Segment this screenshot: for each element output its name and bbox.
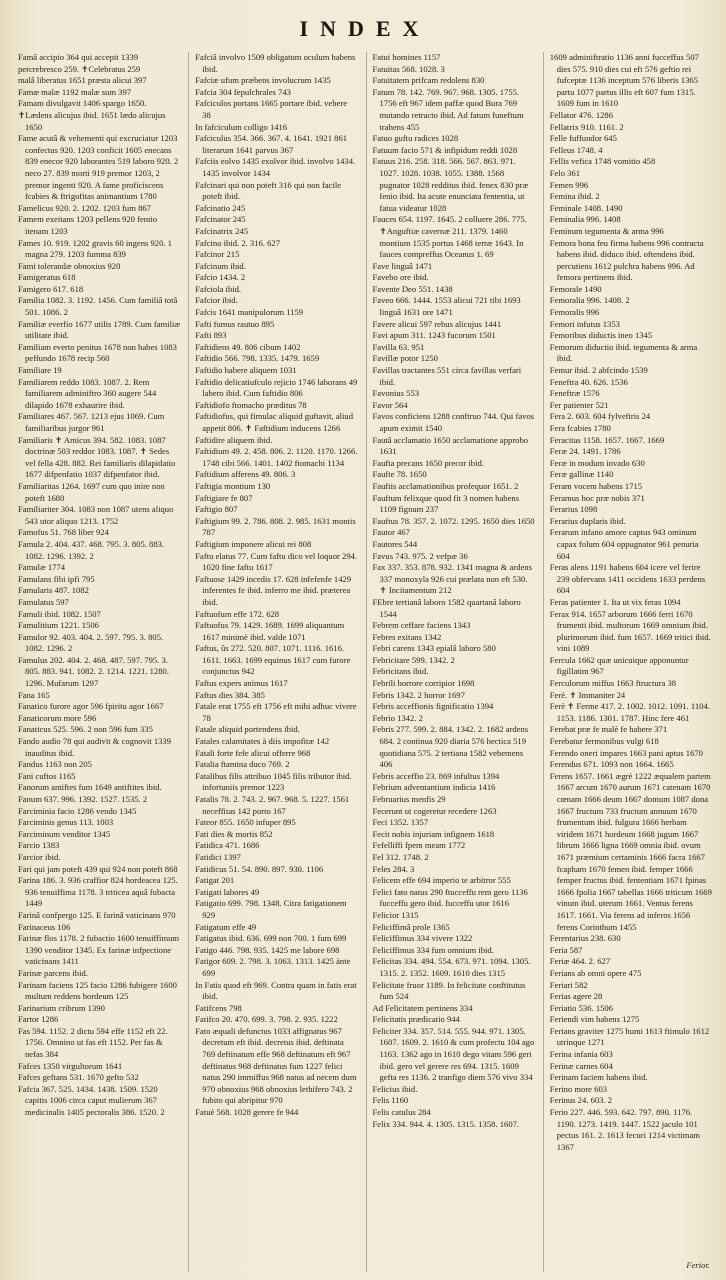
index-entry: Fautor 467 [372,527,410,538]
index-entry: Fatigo 446. 798. 935. 1425 me labore 698 [195,944,340,955]
index-entry: Farinâ confpergo 125. E farinâ vaticinans 970 [18,909,176,920]
index-entry: Femur ibid. 2 abfcindo 1539 [549,365,648,376]
index-entry: Feliciffimus 334 vivere 1322 [372,933,473,944]
index-entry: Feriatio 536. 1506 [549,1002,614,1013]
index-entry: Fatigatio 699. 798. 1348. Citra fatigationem 929 [195,898,347,920]
index-entry: Fauftis acclamationibus profequor 1651. 2 [372,480,519,491]
index-entry: Felis catulus 284 [372,1107,431,1118]
page-title: INDEX [299,16,431,41]
index-entry: Feminum tegumenta & arma 996 [549,225,664,236]
index-entry: Fauftus 78. 357. 2. 1072. 1295. 1650 dies 1650 [372,515,535,526]
index-entry: Fatifco 20. 470. 699. 3. 798. 2. 935. 1222 [195,1014,338,1025]
index-entry: Ferio 227. 446. 593. 642. 797. 890. 1176. 1190. 1273. 1419. 1447. 1522 jaculo 101 pectus 161. 2. 1613 fecuri 1214 victimam 1367 [549,1107,700,1152]
index-entry: Febris acceffio 23. 869 infultus 1394 [372,770,500,781]
index-entry: Fani cuftos 1165 [18,770,76,781]
index-entry: Famam divulgavit 1406 spargo 1650. [18,98,147,109]
index-entry: 1609 adminiftratio 1136 anni fucceffus 507 dies 575. 910 dies cui eft 576 geftio rei fufceptæ 1136 inceptum 576 liberis 1365 partu 1077 partus illis eft 607 fum 1315. 1609 fum in 1610 [549,52,699,109]
index-entry: Fatuè 568. 1028 gerere fe 944 [195,1107,299,1118]
index-entry: Feras alens 1191 habens 604 icere vel ferire 239 obfervans 1411 occidens 1633 perdens 604 [549,562,706,596]
index-entry: Famæ malæ 1192 malæ sum 397 [18,86,132,97]
index-entry: Fauftum felixque quod fit 3 nomen habens 1109 fignum 237 [372,492,520,515]
index-entry: Femina ibid. 2 [549,191,600,202]
index-entry: Felis 1160 [372,1095,409,1106]
index-entry: Familiariter 304. 1083 non 1087 utens aliquo 543 utor aliquo 1213. 1752 [18,504,174,526]
index-entry: Fatigor 609. 2. 798. 3. 1063. 1313. 1425 ànte 699 [195,956,351,978]
index-entry: malâ liberatus 1651 præsta alicui 397 [18,75,147,86]
index-entry: Feminale 1408. 1490 [549,202,623,213]
index-entry: Ferinæ carnes 604 [549,1060,613,1071]
index-entry: Fafcio 1434. 2 [195,272,246,283]
index-entry: Ferentarius 238. 630 [549,933,621,944]
index-entry: Ferendus 671. 1093 non 1664. 1665 [549,759,674,770]
index-column-2 [188,52,357,1272]
index-entry: Fatigatum effe 49 [195,921,257,932]
index-entry: Farciminis genus 113. 1003 [18,817,114,828]
index-entry: Famulitium 1221. 1506 [18,620,99,631]
index-entry: Fatidicus 51. 54. 890. 897. 930. 1106 [195,863,324,874]
index-entry: Febrem ceffare faciens 1343 [372,620,471,631]
index-entry: Faftigia montium 130 [195,480,271,491]
index-entry: Fafciculos portans 1665 portare ibid. vehere 38 [195,98,348,120]
index-entry: Familiares 467. 567. 1213 ejus 1069. Cum familiaribus jurgor 961 [18,411,165,433]
index-entry: Favor 564 [372,399,408,410]
index-entry: Febrio 1342. 2 [372,712,423,723]
index-entry: Fato æquali defunctus 1033 affignatus 967 decretum eft ibid. decretus ibid. deftinata 769 deftinatum effe 968 deftinatum eft 967 deftinatus 968 deftinatus fum 1227 felici natus 290 immiffus 968 natus ad necem dum 970 obnoxius 968 obnoxius lethifero 743. 2 fubito qui abripitur 970 [195,1025,357,1106]
index-entry: Faftuofus 79. 1429. 1689. 1699 aliquantum 1617 minimè ibid. valde 1071 [195,620,345,642]
index-entry: Ad Felicitatem pertinens 334 [372,1002,473,1013]
index-entry: Favebo ore ibid. [372,272,429,283]
index-entry: Feliciter 334. 357. 514. 555. 944. 971. 1305. 1607. 1609. 2. 1610 & cum profectu 104 ago 1163. 1362 ago in 1610 dego vitam 596 geri ibid. gero vel gerere res 694. 1315. 1609 gefta res 1136. 2 tranfigo diem 576 vivo 334 [372,1025,535,1083]
index-entry: Feræ 24. 1491. 1786 [549,446,621,457]
index-entry: Fafcinatrix 245 [195,225,248,236]
index-entry: Fames 10. 919. 1202 gravis 60 ingens 920. 1 magna 279. 1203 fumma 839 [18,237,172,260]
index-entry: Faufte 78. 1650 [372,469,427,480]
index-entry: Fatalibus filis attribuo 1045 filis tributor ibid. infortuniis premor 1223 [195,770,352,793]
index-entry: Fatali forte fefe alicui offerre 968 [195,747,311,758]
index-entry: Femorale 1490 [549,283,602,294]
index-entry: Fanum 637. 996. 1392. 1527. 1535. 2 [18,794,148,804]
index-entry: Febrili horrore corripior 1698 [372,678,475,689]
index-entry: Febrium adventantium indicia 1416 [372,782,496,793]
index-entry: Ferens 1657. 1661 ægrè 1222 æqualem partem 1667 arcum 1670 aurum 1671 catenam 1670 cœnam 1666 deum 1667 domum 1087 dona 1667 fructum 733 fructum annuum 1670 frumentum ibid. fulgura 1666 herbam viridem 1671 hordeum 1668 jugum 1667 librum 1666 ligna 1669 omnia ibid. ovum 1671 præmium certaminis 1666 facra 1667 fcapham 1670 femen ibid. femper 1666 femper fructus ibid. fententiam 1671 fpinas 1666 fpolia 1667 tabellas 1666 triticum 1669 vinum ibid. uterum 1661. Ventus ferens 1617. 1661. Via ferens ad inferos 1656 ferens Corinthum 1455 [549,770,712,932]
index-entry: Favi apum 311. 1243 fucorum 1501 [372,330,496,341]
index-entry: Felle fuffundor 645 [549,133,617,144]
index-entry: Feras patienter 1. Ita ut vix feras 1094 [549,596,681,607]
index-entry: Familiarem reddo 1083. 1087. 2. Rem familiarem adminiftro 360 augere 544 dilapido 1678 exhaurire ibid. [18,376,157,410]
index-entry: Familiaris ✝ Amicus 394. 582. 1083. 1087 doctrinæ 503 reddor 1083. 1087. ✝ Sedes vel fella 428. 882. Rei familiaris dilapidatio 1677 difpenfatio 1037 difpenfator ibid. [18,434,176,480]
index-entry: Fafcinum ibid. [195,260,246,271]
index-entry: Familiaritas 1264. 1697 cum quo inire non poteft 1680 [18,480,165,503]
index-entry: Femoralis 996 [549,307,600,318]
index-entry: Fave linguâ 1471 [372,260,433,271]
index-entry: Fatidica 471. 1686 [195,840,260,851]
index-entry: Fautâ acclamatio 1650 acclamatione approbo 1631 [372,434,529,457]
index-entry: Ferendo oneri impares 1663 pani aptus 1670 [549,747,703,758]
index-entry: Femorum diductio ibid. tegumenta & arma ibid. [549,341,698,364]
index-entry: Famula 2. 404. 437. 468. 795. 3. 805. 883. 1082. 1296. 1392. 2 [18,538,165,561]
index-entry: Femora bona feu firma habens 996 contracta habens ibid. diduco ibid. oftendens ibid. percutiens 1612 pulchra habens 996. Ad femora pertinens ibid. [549,237,704,283]
index-entry: Famigero 617. 618 [18,283,84,294]
page-header [18,12,712,46]
index-entry: Fatale aliquid portendens ibid. [195,724,300,735]
index-entry: Faftus dies 384. 385 [195,689,265,700]
index-entry: Fafcinator 245 [195,214,246,225]
index-entry: Ferinus 24. 603. 2 [549,1095,613,1106]
index-entry: In fafciculum colligo 1416 [195,121,288,132]
index-entry: Felo 361 [549,167,581,178]
index-entry: Febricitans ibid. [372,666,429,677]
index-entry: Famulus 202. 404. 2. 468. 487. 597. 795. 3. 805. 883. 941. 1082. 2. 1214. 1221. 1280. 1296. Mufarum 1297 [18,654,169,689]
index-entry: Fer patienter 521 [549,399,609,410]
index-entry: Faftidio delicatiufculo rejicio 1746 laborans 49 labero ibid. Cum faftidio 806 [195,376,358,399]
index-entry: Fellis vefica 1748 vomitio 458 [549,156,656,167]
index-entry: Fellator 476. 1286 [549,109,614,120]
index-entry: Faftuofum effe 172. 628 [195,608,280,619]
index-entry: Faftidio 566. 798. 1335. 1479. 1659 [195,353,320,364]
index-entry: Feneftræ 1576 [549,388,600,399]
index-columns [18,52,712,1272]
index-entry: Felicitas 334. 494. 554. 673. 971. 1094. 1305. 1315. 2. 1352. 1609. 1610 dies 1315 [372,956,531,978]
index-entry: Ferias agere 28 [549,991,603,1002]
index-entry: Farina 186. 3. 936 craffior 824 hordeacea 125. 936 tenuiffima 1178. 3 triticea aquâ fubacta 1449 [18,875,178,909]
index-entry: Familiare 19 [18,365,62,376]
index-entry: Februarius menfis 29 [372,794,446,804]
index-entry: Fatigatus ibid. 636. 699 non 700. 1 fum 699 [195,933,347,944]
index-entry: Faftu elatus 77. Cum faftu dico vel loquor 294. 1020 fine faftu 1617 [195,550,358,573]
index-entry: Fatalis 78. 2. 743. 2. 967. 968. 5. 1227. 1561 neceffitas 142 porto 167 [195,794,350,816]
index-entry: Fandus 1163 non 205 [18,759,92,770]
index-entry: Famulatus 597 [18,596,69,607]
index-entry: Ferebatur fermonibus vulgi 618 [549,736,659,747]
index-entry: Famâ accipio 364 qui accepit 1339 [18,52,139,62]
index-entry: Famuli ibid. 1082. 1507 [18,608,101,619]
index-entry: Fanatico furore agor 596 fpiritu agor 1667 [18,701,164,712]
index-entry: Fera 2. 603. 604 fylveftris 24 [549,411,651,422]
index-entry: Fatigati labores 49 [195,886,260,897]
index-entry: Felix 334. 944. 4. 1305. 1315. 1358. 1607. [372,1118,520,1129]
index-entry: Fatale erat 1755 eft 1756 eft mihi adhuc vivere 78 [195,701,357,723]
index-entry: Feriæ 464. 2. 627 [549,956,611,967]
index-entry: Felleus 1748. 4 [549,144,603,155]
index-entry: Fatuitas 568. 1028. 3 [372,63,445,74]
index-entry: Ferculorum miffus 1663 ftructura 38 [549,678,677,689]
index-entry: Ferians ab omni opere 475 [549,967,642,978]
index-entry: Ferè. ✝ Immaniter 24 [549,689,626,700]
index-entry: Fartor 1286 [18,1014,59,1025]
index-entry: Fati dies & mortis 852 [195,828,273,839]
index-entry: Famelicus 920. 2. 1202. 1203 fum 867 [18,202,151,213]
index-entry: Faftus, ûs 272. 520. 807. 1071. 1116. 1616. 1611. 1663. 1699 equinus 1617 cum furore conjunctus 942 [195,643,351,677]
index-entry: Felici fato natus 290 ftucceffu rem gero 1136 fucceffu gero ibid. fucceffu utor 1616 [372,886,528,909]
index-entry: Feræ gallinæ 1140 [549,469,614,480]
index-entry: Fafciculus 354. 366. 367. 4. 1641. 1921 861 literarum 1641 parvus 367 [195,133,348,155]
index-entry: Favere alicui 597 rebus alicujus 1441 [372,318,502,329]
index-entry: Favonius 553 [372,388,420,399]
index-entry: Femori infutus 1353 [549,318,620,329]
index-entry: Ferinam faciem habens ibid. [549,1072,648,1083]
index-entry: Fafciæ ufum præbens involucrum 1435 [195,75,331,86]
index-entry: Fafciâ involvo 1509 obligatum oculum habens ibid. [195,52,356,74]
index-entry: Felicitate fruor 1189. In felicitate conftitutus fum 524 [372,979,526,1002]
index-entry: Farinarium cribrum 1390 [18,1002,105,1013]
index-entry: Feriendi vim habens 1275 [549,1014,640,1025]
index-entry: Farinaceus 106 [18,921,71,932]
index-entry: Faftidium afferens 49. 806. 3 [195,469,296,480]
index-entry: Fatui homines 1157 [372,52,441,62]
index-entry: Fatales calamitates à diis impofitæ 142 [195,736,330,747]
index-entry: Fafti fumus rautuo 895 [195,318,275,329]
index-entry: Fafcia 304 fepulchrales 743 [195,86,291,97]
index-entry: Favillæ potor 1250 [372,353,438,364]
index-entry: Fanorum antiftes fum 1649 antiftites ibid. [18,782,162,793]
index-entry: Faufta precans 1650 precor ibid. [372,457,484,468]
index-column-4 [543,52,712,1272]
index-entry: Ferina infania 603 [549,1049,613,1060]
index-entry: Felicem effe 694 imperio te arbitror 555 [372,875,511,886]
index-entry: Feramus hoc præ nobis 371 [549,492,645,503]
index-entry: Ferax 914. 1657 arborum 1666 ferri 1670 frumenti ibid. multorum 1669 omnium ibid. plurimorum ibid. fum 1657. 1669 tritici ibid. vini 1089 [549,608,711,654]
index-entry: Fafcior ibid. [195,295,238,306]
index-entry: Faftidio habere aliquem 1031 [195,365,297,376]
index-entry: Fatigat 201 [195,875,235,886]
index-entry: Felicitatis prædicatio 944 [372,1014,460,1025]
index-entry: Femoralia 996. 1408. 2 [549,295,630,306]
index-entry: Farcio 1383 [18,840,60,851]
index-entry: ✝Lædens alicujus ibid. 1651 lædo alicujus 1650 [18,109,166,132]
index-column-3 [366,52,535,1272]
index-entry: Fafcino ibid. 2. 316. 627 [195,237,280,248]
index-entry: Feliciffimus 334 fum omnium ibid. [372,944,494,955]
index-entry: Feracitas 1158. 1657. 1667. 1669 [549,434,665,445]
index-entry: Fafcis 1641 manipulorum 1159 [195,307,304,318]
index-entry: Favillas tractantes 551 circa favillas verfari ibid. [372,365,522,387]
index-entry: Fateor 855. 1650 infuper 895 [195,817,296,828]
index-entry: Farciminia facio 1286 vendo 1345 [18,805,137,816]
index-entry: Faftidiens 49. 806 cibum 1402 [195,341,301,352]
index-entry: Faftus expers animus 1617 [195,678,288,689]
index-entry: Fafcinatio 245 [195,202,246,213]
index-entry: Favente Deo 551. 1438 [372,283,453,294]
index-entry: Familiam everto penitus 1678 non habes 1083 peffundo 1678 recip 560 [18,341,177,364]
index-entry: Faftidiofus, qui fimulac aliquid guftavit, aliud appetit 806. ✝ Faftidium inducens 1266 [195,411,354,433]
index-entry: Faftidire aliquem ibid. [195,434,273,445]
index-entry: Ferebat præ fe malè fe habere 371 [549,724,668,735]
index-entry: Favilla 63. 951 [372,341,425,352]
index-entry: In Fatis quod eft 969. Contra quam in fatis erat ibid. [195,979,357,1002]
index-entry: Fera fcabies 1780 [549,423,611,433]
index-entry: Fatidici 1397 [195,851,241,862]
index-entry: Febri carens 1343 epialâ laboro 580 [372,643,496,654]
index-entry: Farcior ibid. [18,851,61,862]
index-entry: Fafciola ibid. [195,283,242,294]
index-entry: Fatuo guftu radices 1028 [372,133,459,144]
index-entry: Fecerunt ut cogeretur recedere 1263 [372,805,497,816]
index-entry: Fafcinor 215 [195,249,240,260]
index-entry: Fatuitatem prifcam redolens 830 [372,75,485,86]
index-entry: Favus 743. 975. 2 vefpæ 36 [372,550,468,561]
index-entry: Faftigio 807 [195,504,238,515]
index-entry: Famem exeitans 1203 pellens 920 fentio itenam 1203 [18,214,158,236]
index-entry: Ferè ✝ Ferme 417. 2. 1002. 1012. 1091. 1104. 1153. 1186. 1301. 1787. Hinc fere 461 [549,701,710,723]
index-entry: Famulans fibi ipfi 795 [18,573,95,584]
index-entry: Fas 594. 1152. 2 dictu 594 effe 1152 eft 22. 1756. Omnino ut fas eft 1152. Per fas & nefas 384 [18,1025,168,1060]
index-entry: Febricitare 599. 1342. 2 [372,654,455,665]
index-entry: Fatum 78. 142. 769. 967. 968. 1305. 1755. 1756 eft 967 idem paffæ quod Bura 769 mutando retracto ibid. Ad fatum funeftum trahens 455 [372,86,524,132]
index-entry: Felicius ibid. [372,1083,418,1094]
index-entry: Famulæ 1774 [18,562,66,573]
index-entry: Feminalia 996. 1408 [549,214,621,225]
index-entry: Fatifcens 798 [195,1002,242,1013]
index-entry: Fax 337. 353. 878. 932. 1341 magna & ardens 337 monoxyla 926 cui prælata non eft 530. ✝ Incitamentum 212 [372,562,532,596]
index-entry: Fatuum facio 571 & infipidum reddi 1028 [372,144,518,155]
index-entry: Fana 165 [18,689,50,700]
index-entry: Fanaticus 525. 596. 2 non 596 fum 335 [18,724,153,735]
index-entry: Ferarius 1098 [549,504,598,515]
index-entry: Fafces 1350 virgultorum 1641 [18,1060,123,1071]
index-entry: Famigeratus 618 [18,272,76,283]
index-entry: Farinæ flos 1178. 2 fubactio 1600 tenuiffimum 1390 venditor 1345. Ex farinæ infpectione vaticinans 1411 [18,933,180,967]
index-entry: Fami tolerandæ obnoxius 920 [18,260,121,271]
index-entry: Famularis 487. 1082 [18,585,89,596]
index-entry: Febres exitans 1342 [372,631,442,642]
index-entry: Feci 1352. 1357 [372,817,429,828]
index-entry: Faftuose 1429 incedis 17. 628 infefenfe 1429 inferentes fe ibid. inferro me ibid. præterea ibid. [195,573,352,607]
index-entry: Femen 996 [549,179,589,190]
index-entry: Ferarius duplaris ibid. [549,515,626,526]
index-entry: Felicior 1315 [372,909,419,920]
index-entry: Famofus 51. 768 liber 924 [18,527,109,538]
index-entry: Fafcinari qui non poteft 316 qui non facile poteft ibid. [195,179,342,202]
index-entry: Farinæ parcens ibid. [18,967,88,978]
index-entry: Fari qui jam poteft 439 qui 924 non poteft 868 [18,863,178,874]
index-entry: Fafciis eolvo 1435 exolvor ibid. involvo 1434. 1435 involvor 1434 [195,156,356,178]
index-entry: Ferians graviter 1275 humi 1613 ftimulo 1612 utrinque 1271 [549,1025,710,1048]
index-entry: Fautores 544 [372,538,418,549]
index-entry: Fafces geftans 531. 1670 gefto 532 [18,1072,139,1083]
index-entry: Fauces 654. 1197. 1645. 2 colluere 286. 775. ✝Anguftiæ cavernæ 211. 1379. 1460 montium 1535 portus 1468 terræ 1643. In fauces compreffus Oceanus 1. 69 [372,214,527,260]
index-entry: Familiæ everfio 1677 utilis 1789. Cum familiæ utilitate ibid. [18,318,181,341]
index-entry: Fanaticorum more 596 [18,712,97,723]
index-entry: Favos conficiens 1288 conftruo 744. Qui favos apum eximit 1540 [372,411,535,433]
index-entry: Ferarum infano amore captus 943 ominum capax folum 604 oppugnator 961 penuria 604 [549,527,699,561]
index-entry: Fando audio 78 qui audivit & cognovit 1339 inauditus ibid. [18,736,172,758]
index-entry: Femoribus diductis ineo 1345 [549,330,653,341]
index-entry: Fefelliffi fpem meam 1772 [372,840,466,851]
index-entry: Feræ in modum invado 630 [549,457,645,468]
index-entry: Faftigium 99. 2. 786. 808. 2. 985. 1631 montis 787 [195,515,356,538]
index-entry: Feles 284. 3 [372,863,415,874]
index-entry: Fecit nobis injuriam infignem 1618 [372,828,495,839]
index-entry: Fafti 893 [195,330,227,341]
index-entry: Faftigium imponere alicui rei 808 [195,538,312,549]
index-entry: Feram vocem habens 1715 [549,480,643,491]
index-entry: Faftigiare fe 807 [195,492,253,503]
index-entry: Fatalia ftamina duco 769. 2 [195,759,290,770]
index-entry: Familia 1082. 3. 1192. 1456. Cum familiâ totâ 501. 1086. 2 [18,295,178,318]
index-entry: FEbre tertianâ laboro 1582 quartanâ laboro 1544 [372,596,521,619]
index-entry: Fel 312. 1748. 2 [372,851,429,862]
index-entry: Feriari 582 [549,979,588,990]
index-entry: Febris acceffionis fignificatio 1394 [372,701,494,712]
index-entry: Faftidium 49. 2. 458. 806. 2. 1120. 1170. 1266. 1748 cibi 566. 1401. 1402 ftomachi 1134 [195,446,358,468]
index-entry: Feria 587 [549,944,583,955]
index-entry: Farciminum venditor 1345 [18,828,111,839]
index-entry: Fame acutâ & vehementi qui excruciatur 1203 confectus 920. 1203 conficit 1605 enecans 839 enecor 920 laborantes 519 laboro 920. 2 neco 27. 839 morti 919 premor 1203, 2 premor ingenti 920. A fame proficiscens fcabies & ftrigofitas animantium 1780 [18,133,179,202]
index-entry: Febris 277. 599. 2. 884. 1342. 2. 1682 ardens 684. 2 continua 920 diaria 576 hectica 519 quotidiana 575. 2 tertiana 1582 vehemens 406 [372,724,529,770]
index-entry: Feneftra 40. 626. 1536 [549,376,628,387]
catchword: Ferior. [686,1260,710,1271]
index-entry: Famulor 92. 403. 404. 2. 597. 795. 3. 805. 1082. 1296. 2 [18,631,164,654]
index-entry: Fercula 1662 quæ unicuique apponuntur figillatim 967 [549,654,689,677]
index-entry: Farinam faciens 125 facio 1286 fubigere 1600 multum reddens hordeum 125 [18,979,177,1002]
index-entry: Fafcia 367. 525. 1434. 1438. 1509. 1520 capitis 1006 circa caput mulierum 367 medicinalis 1405 pectoralis 386. 1520. 2 [18,1083,165,1118]
index-entry: Feliciffimâ prole 1365 [372,921,450,932]
index-column-1 [18,52,180,1272]
index-entry: Ferino more 603 [549,1083,608,1094]
index-entry: percrebresco 259. ✝Celebratus 259 [18,63,141,74]
index-entry: Fellatrix 910. 1161. 2 [549,121,624,132]
index-entry: Febris 1342. 2 horror 1697 [372,689,465,700]
index-entry: Faftidiofo ftomacho præditus 78 [195,399,307,410]
index-entry: Faveo 666. 1444. 1553 alicui 721 tibi 1693 linguâ 1631 ore 1471 [372,295,521,318]
index-entry: Fatuus 216. 258. 318. 566. 567. 863. 971. 1027. 1028. 1038. 1055. 1388. 1568 pugnator 1028 redditus ibid. fenex 830 præ fenio ibid. Ita acute enunciata fententia, ut fatua videatur 1028 [372,156,529,213]
